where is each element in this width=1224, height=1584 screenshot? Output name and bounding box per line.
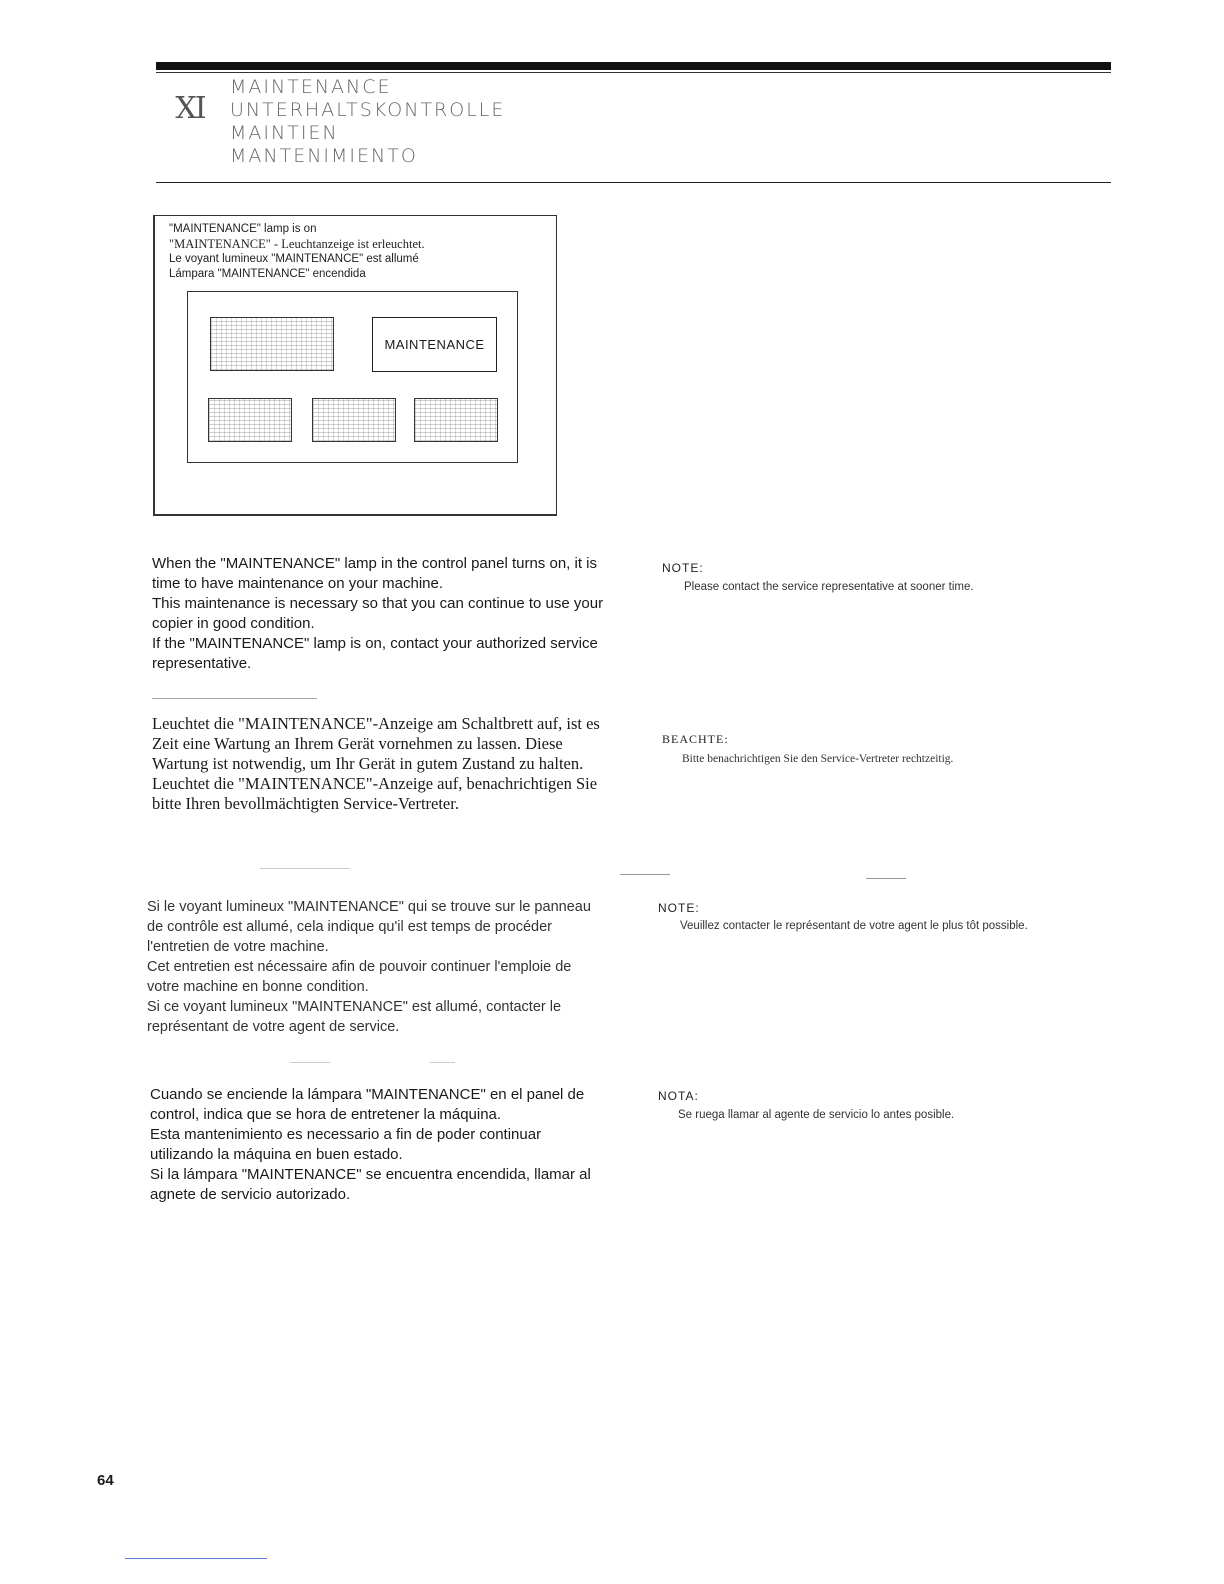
- body-fr-p2: Cet entretien est nécessaire afin de pouvoir continuer l'emploie de votre machine en bonne condition.: [147, 959, 572, 995]
- caption-fr: Le voyant lumineux "MAINTENANCE" est allumé: [169, 253, 419, 265]
- footer-rule: [125, 1558, 267, 1559]
- note-es-text: Se ruega llamar al agente de servicio lo antes posible.: [678, 1109, 955, 1121]
- maintenance-lamp: MAINTENANCE: [372, 317, 497, 372]
- body-de: [152, 714, 604, 814]
- note-en-text: Please contact the service representative at sooner time.: [684, 581, 974, 593]
- body-de-p2: Leuchtet die "MAINTENANCE"-Anzeige auf, benachrichtigen Sie bitte Ihren bevollmächtigten Service-Vertreter.: [152, 774, 598, 813]
- figure-captions: [169, 222, 425, 282]
- title-de: UNTERHALTSKONTROLLE: [230, 99, 506, 121]
- note-es-heading: NOTA:: [658, 1089, 699, 1103]
- body-en-p2: This maintenance is necessary so that you can continue to use your copier in good condition.: [152, 595, 604, 632]
- note-de: [662, 732, 1102, 765]
- separator: [260, 868, 350, 869]
- body-es: [150, 1085, 602, 1205]
- display-block: [210, 317, 334, 371]
- body-en-p1: When the "MAINTENANCE" lamp in the control panel turns on, it is time to have maintenance on your machine.: [152, 555, 597, 592]
- chapter-titles: [230, 76, 505, 168]
- key-block-left: [208, 398, 292, 442]
- note-de-text: Bitte benachrichtigen Sie den Service-Vertreter rechtzeitig.: [682, 753, 954, 765]
- body-en-p3: If the "MAINTENANCE" lamp is on, contact your authorized service representative.: [152, 635, 598, 672]
- header-bottom-rule: [156, 182, 1111, 183]
- separator: [290, 1062, 330, 1063]
- separator: [620, 874, 670, 875]
- caption-de: "MAINTENANCE" - Leuchtanzeige ist erleuchtet.: [169, 237, 425, 251]
- body-fr-p1: Si le voyant lumineux "MAINTENANCE" qui se trouve sur le panneau de contrôle est allumé, cela indique qu'il est temps de procéder l'entretien de votre machine.: [147, 899, 591, 955]
- body-fr-p3: Si ce voyant lumineux "MAINTENANCE" est allumé, contacter le représentant de votre agent de service.: [147, 999, 562, 1035]
- header-thick-rule: [156, 62, 1111, 70]
- body-fr: [147, 897, 602, 1037]
- note-fr-heading: NOTE:: [658, 901, 700, 915]
- body-es-p2: Esta mantenimiento es necessario a fin de poder continuar utilizando la máquina en buen estado.: [150, 1126, 542, 1163]
- header-thin-rule: [156, 72, 1111, 73]
- key-block-middle: [312, 398, 396, 442]
- note-fr: [658, 901, 1108, 934]
- note-de-heading: BEACHTE:: [662, 732, 729, 746]
- control-panel-illustration: [187, 291, 518, 463]
- key-block-right: [414, 398, 498, 442]
- page-number: 64: [97, 1472, 114, 1489]
- separator: [866, 878, 906, 879]
- caption-en: "MAINTENANCE" lamp is on: [169, 223, 317, 235]
- caption-es: Lámpara "MAINTENANCE" encendida: [169, 268, 366, 280]
- body-en: [152, 554, 604, 674]
- title-en: MAINTENANCE: [230, 76, 392, 98]
- separator: [430, 1062, 455, 1063]
- note-en-heading: NOTE:: [662, 561, 704, 575]
- figure-box: [153, 215, 557, 516]
- note-es: [658, 1089, 1098, 1121]
- note-fr-text: Veuillez contacter le représentant de votre agent le plus tôt possible.: [680, 920, 1028, 932]
- note-en: [662, 561, 1102, 593]
- separator: [152, 698, 317, 699]
- body-es-p3: Si la lámpara "MAINTENANCE" se encuentra encendida, llamar al agnete de servicio autorizado.: [150, 1166, 591, 1203]
- body-es-p1: Cuando se enciende la lámpara "MAINTENANCE" en el panel de control, indica que se hora de entretener la máquina.: [150, 1086, 585, 1123]
- title-fr: MAINTIEN: [230, 122, 339, 144]
- chapter-numeral: XI: [175, 91, 205, 126]
- body-de-p1: Leuchtet die "MAINTENANCE"-Anzeige am Schaltbrett auf, ist es Zeit eine Wartung an Ihrem Gerät vornehmen zu lassen. Diese Wartung ist notwendig, um Ihr Gerät in gutem Zustand zu halten.: [152, 714, 600, 773]
- title-es: MANTENIMIENTO: [230, 145, 418, 167]
